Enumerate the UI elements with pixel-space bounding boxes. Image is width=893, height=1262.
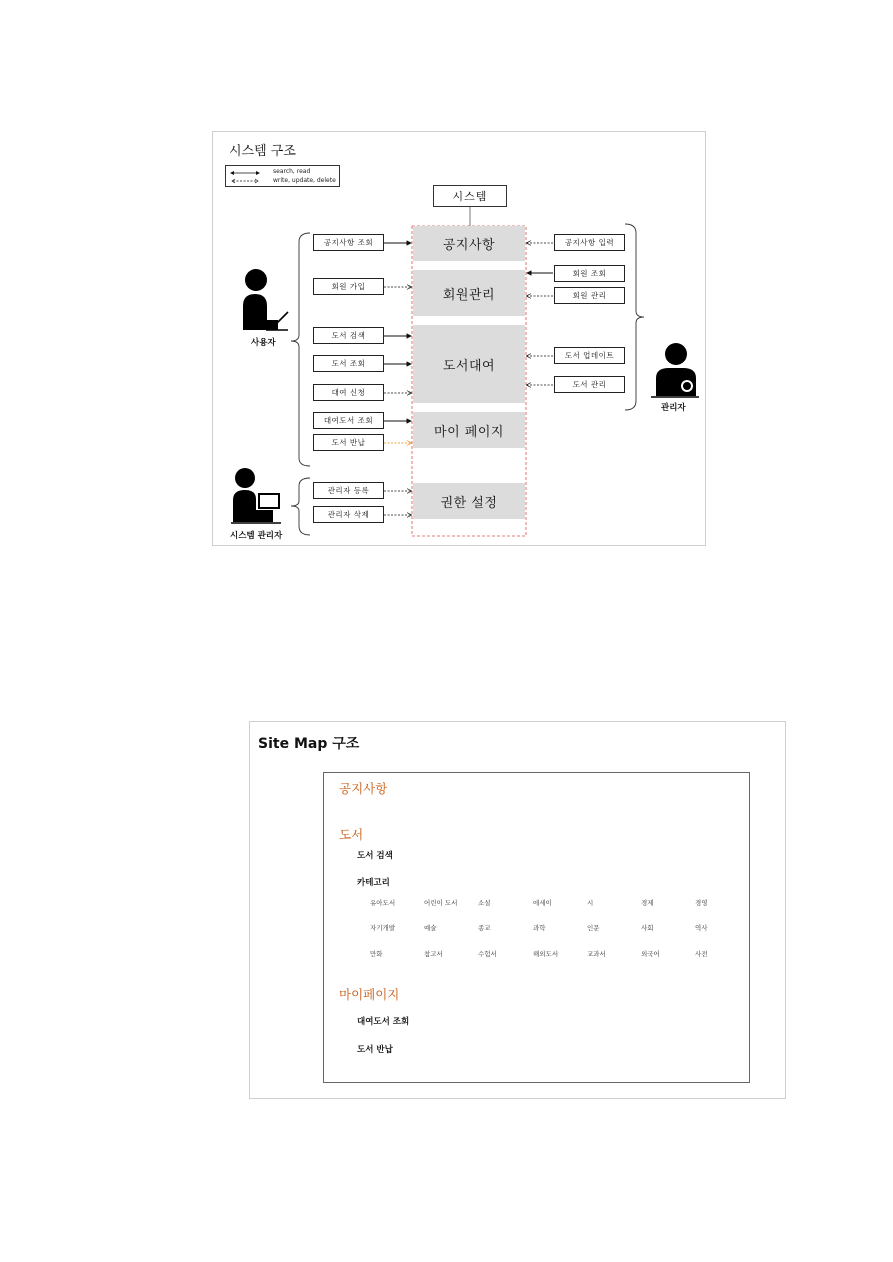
fn-book-view: 도서 조회 bbox=[313, 355, 384, 372]
category-item: 외국어 bbox=[641, 950, 660, 958]
category-item: 경영 bbox=[695, 899, 708, 907]
fn-notice-input: 공지사항 입력 bbox=[554, 234, 625, 251]
site-map-title: Site Map 구조 bbox=[258, 736, 360, 752]
module-book-rental: 도서대여 bbox=[413, 325, 525, 403]
legend-dashed-label: write, update, delete bbox=[273, 177, 336, 184]
sitemap-category: 카테고리 bbox=[357, 878, 390, 888]
category-item: 참고서 bbox=[424, 950, 443, 958]
sitemap-book-search: 도서 검색 bbox=[357, 851, 393, 861]
fn-book-return: 도서 반납 bbox=[313, 434, 384, 451]
category-item: 경제 bbox=[641, 899, 654, 907]
sitemap-section-notice: 공지사항 bbox=[339, 781, 388, 796]
system-box: 시스템 bbox=[433, 185, 507, 207]
sysadmin-actor-icon bbox=[229, 466, 283, 526]
figure-title: 시스템 구조 bbox=[229, 144, 296, 159]
sysadmin-actor-label: 시스템 관리자 bbox=[230, 531, 283, 541]
admin-actor-icon bbox=[651, 342, 699, 398]
category-item: 유아도서 bbox=[370, 899, 396, 907]
module-member-management: 회원관리 bbox=[413, 270, 525, 316]
legend-solid-label: search, read bbox=[273, 168, 311, 175]
fn-notice-view: 공지사항 조회 bbox=[313, 234, 384, 251]
category-item: 역사 bbox=[695, 924, 708, 932]
category-item: 예술 bbox=[424, 924, 437, 932]
category-item: 자기개발 bbox=[370, 924, 396, 932]
fn-admin-register: 관리자 등록 bbox=[313, 482, 384, 499]
user-actor-label: 사용자 bbox=[251, 338, 276, 348]
module-my-page: 마이 페이지 bbox=[413, 412, 525, 448]
user-actor-icon bbox=[240, 268, 290, 334]
fn-member-signup: 회원 가입 bbox=[313, 278, 384, 295]
category-item: 소설 bbox=[478, 899, 491, 907]
fn-book-manage: 도서 관리 bbox=[554, 376, 625, 393]
category-item: 시 bbox=[587, 899, 594, 907]
fn-member-manage: 회원 관리 bbox=[554, 287, 625, 304]
fn-member-view: 회원 조회 bbox=[554, 265, 625, 282]
category-item: 어린이 도서 bbox=[424, 899, 458, 907]
fn-book-search: 도서 검색 bbox=[313, 327, 384, 344]
module-permission-settings: 권한 설정 bbox=[413, 483, 525, 519]
fn-book-update: 도서 업데이트 bbox=[554, 347, 625, 364]
sitemap-section-mypage: 마이페이지 bbox=[339, 987, 400, 1002]
sitemap-my-rentals: 대여도서 조회 bbox=[357, 1017, 410, 1027]
category-item: 해외도서 bbox=[533, 950, 559, 958]
category-item: 과학 bbox=[533, 924, 546, 932]
category-item: 종교 bbox=[478, 924, 491, 932]
fn-rental-request: 대여 신청 bbox=[313, 384, 384, 401]
fn-admin-delete: 관리자 삭제 bbox=[313, 506, 384, 523]
category-item: 인문 bbox=[587, 924, 600, 932]
module-notice: 공지사항 bbox=[413, 226, 525, 261]
category-item: 만화 bbox=[370, 950, 383, 958]
sitemap-return: 도서 반납 bbox=[357, 1045, 393, 1055]
category-item: 사회 bbox=[641, 924, 654, 932]
admin-actor-label: 관리자 bbox=[661, 403, 686, 413]
fn-rented-books-view: 대여도서 조회 bbox=[313, 412, 384, 429]
category-item: 사전 bbox=[695, 950, 708, 958]
category-item: 수험서 bbox=[478, 950, 497, 958]
category-item: 에세이 bbox=[533, 899, 552, 907]
category-item: 교과서 bbox=[587, 950, 606, 958]
sitemap-section-books: 도서 bbox=[339, 827, 364, 842]
